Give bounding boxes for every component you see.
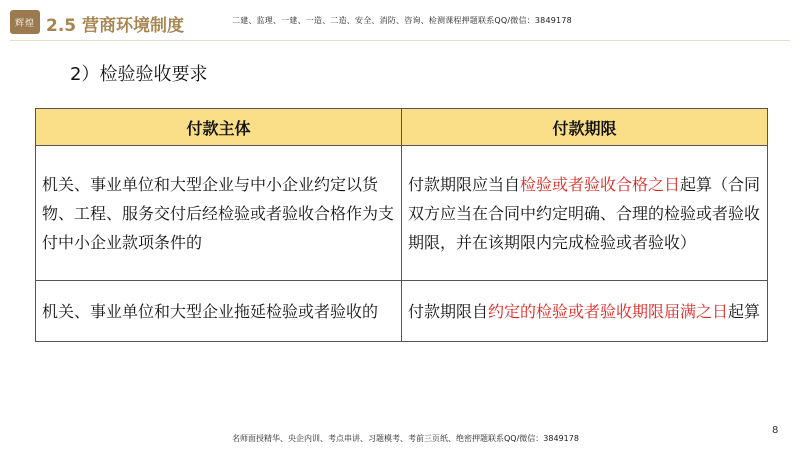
- requirements-table: [35, 108, 768, 342]
- header-bar: [0, 0, 800, 44]
- page-number: 8: [772, 425, 779, 436]
- section-title: 2.5 营商环境制度: [46, 16, 185, 36]
- header-payment-subject: 付款主体: [36, 109, 402, 146]
- term-text: 起算: [728, 301, 761, 321]
- term-text: 付款期限应当自: [408, 174, 521, 194]
- table-header-row: [36, 109, 768, 146]
- header-divider: [10, 40, 790, 41]
- term-text: 起算（合同双方应当在合同中约定明确、合理的检验或者验收期限，并在该期限内完成检验或者验收）: [408, 174, 761, 252]
- cell-subject: 机关、事业单位和大型企业拖延检验或者验收的: [36, 281, 402, 342]
- cell-term: [402, 281, 768, 342]
- term-highlight: 检验或者验收合格之日: [520, 174, 681, 194]
- contact-note-top: 二建、监理、一建、一造、二造、安全、消防、咨询、检测课程押题联系QQ/微信：3849178: [232, 16, 572, 25]
- contact-note-bottom: 名师面授精华、央企内训、考点串讲、习题模考、考前三页纸、绝密押题联系QQ/微信：3849178: [232, 434, 579, 443]
- term-text: 付款期限自: [408, 301, 489, 321]
- brand-logo: [10, 10, 40, 34]
- term-highlight: 约定的检验或者验收期限届满之日: [488, 301, 729, 321]
- table-row: [36, 281, 768, 342]
- table-row: [36, 146, 768, 281]
- cell-subject: 机关、事业单位和大型企业与中小企业约定以货物、工程、服务交付后经检验或者验收合格作为支付中小企业款项条件的: [36, 146, 402, 281]
- cell-term: [402, 146, 768, 281]
- brand-logo-text: 辉煌: [14, 18, 35, 29]
- subheading: 2）检验验收要求: [70, 64, 208, 85]
- header-payment-term: 付款期限: [402, 109, 768, 146]
